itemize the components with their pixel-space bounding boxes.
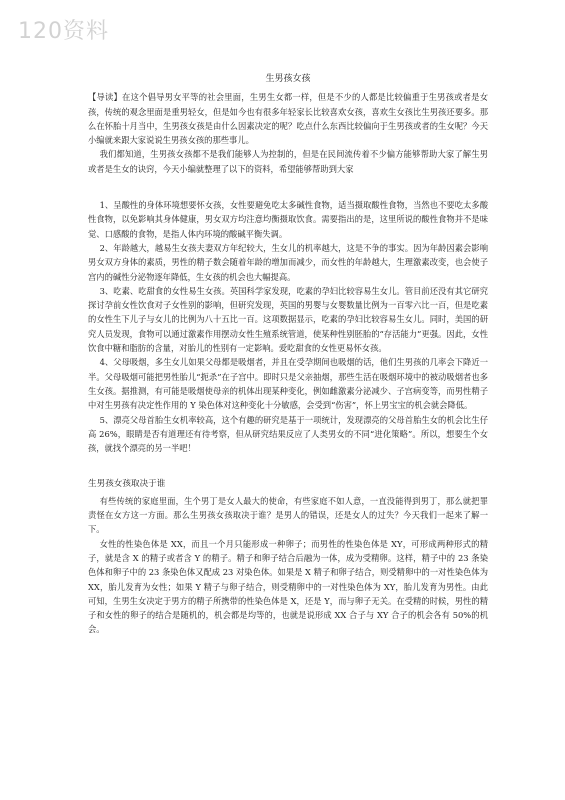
section-paragraph-2: 女性的性染色体是 XX，而且一个月只能形成一种卵子；而男性的性染色体是 XY，可形成两种形式的精子，就是含 X 的精子或者含 Y 的精子。精子和卵子结合后融为一体，成为受精卵。这样，精子中的 23 条染色体和卵子中的 23 条染色体又配成 23 对染色体。如果是 X 精子和卵子结合，则受精卵中的一对性染色体为 XX，胎儿发育为女性；如果 Y 精子与卵子结合，则受精卵中的一对性染色体为 XY，胎儿发育为男性。由此可知，生男生女决定于男方的精子所携带的性染色体是 X，还是 Y，而与卵子无关。在受精的时候，男性的精子和女性的卵子的结合是随机的，机会都是均等的，也就是说形成 XX 合子与 XY 合子的机会各有 50%的机会。 xyxy=(88,538,488,635)
section-heading: 生男孩女孩取决于谁 xyxy=(88,479,166,490)
document-page xyxy=(88,72,488,637)
watermark: 120资料 xyxy=(18,19,109,44)
document-title: 生男孩女孩 xyxy=(265,74,311,84)
intro-paragraph: 【导读】在这个倡导男女平等的社会里面，生男生女都一样，但是不少的人都是比较偏重于生男孩或者是女孩，传统的观念里面是重男轻女，但是如今也有很多年轻家长比较喜欢女孩，喜欢生女孩比生男孩还要多。那么在怀胎十月当中，生男孩女孩是由什么因素决定的呢？吃点什么东西比较偏向于生男孩或者的生女呢？今天小编就来跟大家说说生男孩女孩的那些事儿。 xyxy=(88,92,488,146)
point-5: 5、漂亮父母首胎生女机率较高，这个有趣的研究是基于一项统计，发现漂亮的父母首胎生女的机会比生仔高 26%，眼睛是否有道理还有待考察，但从研究结果反应了人类男女的不同“进化策略”。所以，想要生个女孩，就找个漂亮的另一半吧！ xyxy=(88,414,488,454)
point-2: 2、年龄越大，越易生女孩夫妻双方年纪较大，生女儿的机率越大，这是不争的事实。因为年龄因素会影响男女双方身体的素质，男性的精子数会随着年龄的增加而减少，而女性的年龄越大，生理激素改变，也会使子宫内的碱性分泌物逐年降低，生女孩的机会也大幅提高。 xyxy=(88,242,488,282)
spacer xyxy=(88,455,488,477)
spacer xyxy=(88,176,488,198)
point-3: 3、吃素、吃甜食的女性易生女孩。英国科学家发现，吃素的孕妇比较容易生女儿。管目前还没有其它研究探讨孕前女性饮食对子女性别的影响，但研究发现，英国的男婴与女婴数量比例为一百零六比一百，但是吃素的女性生下儿子与女儿的比例为八十五比一百。这项数据显示，吃素的孕妇比较容易生女儿。同时，美国的研究人员发现，食物可以通过激素作用摆动女性生殖系统管道，使某种性别胚胎的“存活能力”更强。因此，女性饮食中糖和脂肪的含量，对胎儿的性别有一定影响。爱吃甜食的女性更易怀女孩。 xyxy=(88,285,488,354)
section-paragraph-1: 有些传统的家庭里面，生个男丁是女人最大的使命，有些家庭不如人意，一直没能得到男丁，那么就把罪责怪在女方这一方面。那么生男孩女孩取决于谁？是男人的错误，还是女人的过失？今天我们一起来了解一下。 xyxy=(88,495,488,535)
intro-paragraph-2: 我们都知道，生男孩女孩都不是我们能够人为控制的，但是在民间流传着不少偏方能够帮助大家了解生男或者是生女的诀窍，今天小编就整理了以下的资料，希望能够帮助到大家 xyxy=(88,149,488,174)
point-4: 4、父母吸烟，多生女儿如果父母都是吸烟者，并且在受孕期间也吸烟的话，他们生男孩的几率会下降近一半。父母吸烟可能把男性胎儿“扼杀”在子宫中。即时只是父亲抽烟，那些生活在吸烟环境中的被动吸烟者也多生女孩。据推测，有可能是吸烟使母亲的机体出现某种变化，例如雌激素分泌减少、子宫病变等，而男性精子中对生男孩有决定性作用的 Y 染色体对这种变化十分敏感，会受到“伤害”，怀上男宝宝的机会就会降低。 xyxy=(88,357,488,411)
point-1: 1、呈酸性的身体环境想要怀女孩，女性要避免吃太多碱性食物，适当摄取酸性食物，当然也不要吃太多酸性食物，以免影响其身体健康，男女双方均注意均衡摄取饮食。需要指出的是，这里所说的酸性食物并不是味觉、口感酸的食物，是指人体内环境的酸碱平衡失调。 xyxy=(88,200,488,239)
